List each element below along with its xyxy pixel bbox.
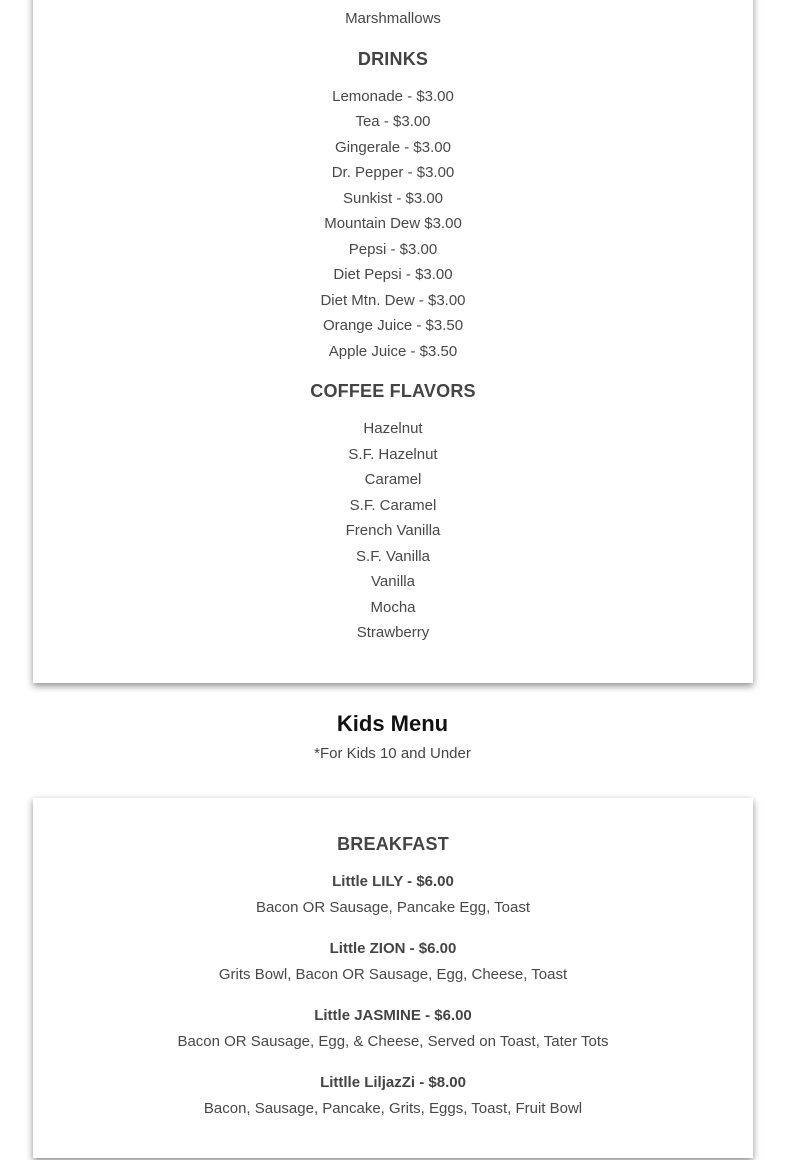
drink-item: Dr. Pepper - $3.00: [331, 164, 455, 181]
kids-breakfast-heading: BREAKFAST: [337, 834, 449, 854]
coffee-flavor-item: French Vanilla: [345, 522, 441, 539]
drink-item: Tea - $3.00: [355, 113, 431, 130]
drink-item: Pepsi - $3.00: [348, 241, 438, 258]
kids-breakfast-card: [33, 798, 753, 1158]
coffee-flavor-item: Caramel: [364, 471, 422, 488]
drink-item: Diet Mtn. Dew - $3.00: [320, 292, 466, 309]
coffee-flavor-item: S.F. Hazelnut: [348, 446, 438, 463]
coffee-flavors-heading: COFFEE FLAVORS: [310, 381, 476, 401]
coffee-flavor-item: S.F. Caramel: [349, 497, 437, 514]
drink-item: Mountain Dew $3.00: [324, 215, 462, 232]
drink-item: Diet Pepsi - $3.00: [333, 266, 453, 283]
partial-menu-line: Marshmallows: [345, 10, 441, 27]
kids-item-name: Littlle LiljazZi - $8.00: [320, 1074, 466, 1091]
kids-item-name: Little ZION - $6.00: [329, 940, 457, 957]
kids-menu-subtitle: *For Kids 10 and Under: [314, 745, 471, 762]
drink-item: Sunkist - $3.00: [342, 190, 444, 207]
drink-item: Lemonade - $3.00: [332, 88, 454, 105]
coffee-flavor-item: Strawberry: [356, 624, 430, 641]
kids-item-description: Bacon OR Sausage, Pancake Egg, Toast: [255, 899, 531, 916]
drink-item: Apple Juice - $3.50: [328, 343, 458, 360]
coffee-flavor-item: Mocha: [370, 599, 416, 616]
kids-item-name: Little JASMINE - $6.00: [314, 1007, 472, 1024]
kids-menu-title: Kids Menu: [336, 711, 449, 736]
drinks-menu-card: [33, 0, 753, 683]
coffee-flavor-item: Vanilla: [371, 573, 415, 590]
drink-item: Gingerale - $3.00: [335, 139, 451, 156]
coffee-flavor-item: Hazelnut: [363, 420, 423, 437]
coffee-flavor-item: S.F. Vanilla: [356, 548, 430, 565]
kids-item-description: Bacon OR Sausage, Egg, & Cheese, Served on Toast, Tater Tots: [177, 1033, 609, 1050]
kids-item-description: Grits Bowl, Bacon OR Sausage, Egg, Cheese, Toast: [218, 966, 568, 983]
drinks-heading: DRINKS: [357, 49, 429, 69]
drink-item: Orange Juice - $3.50: [322, 317, 464, 334]
kids-item-name: Little LILY - $6.00: [332, 873, 454, 890]
kids-item-description: Bacon, Sausage, Pancake, Grits, Eggs, Toast, Fruit Bowl: [203, 1100, 583, 1117]
